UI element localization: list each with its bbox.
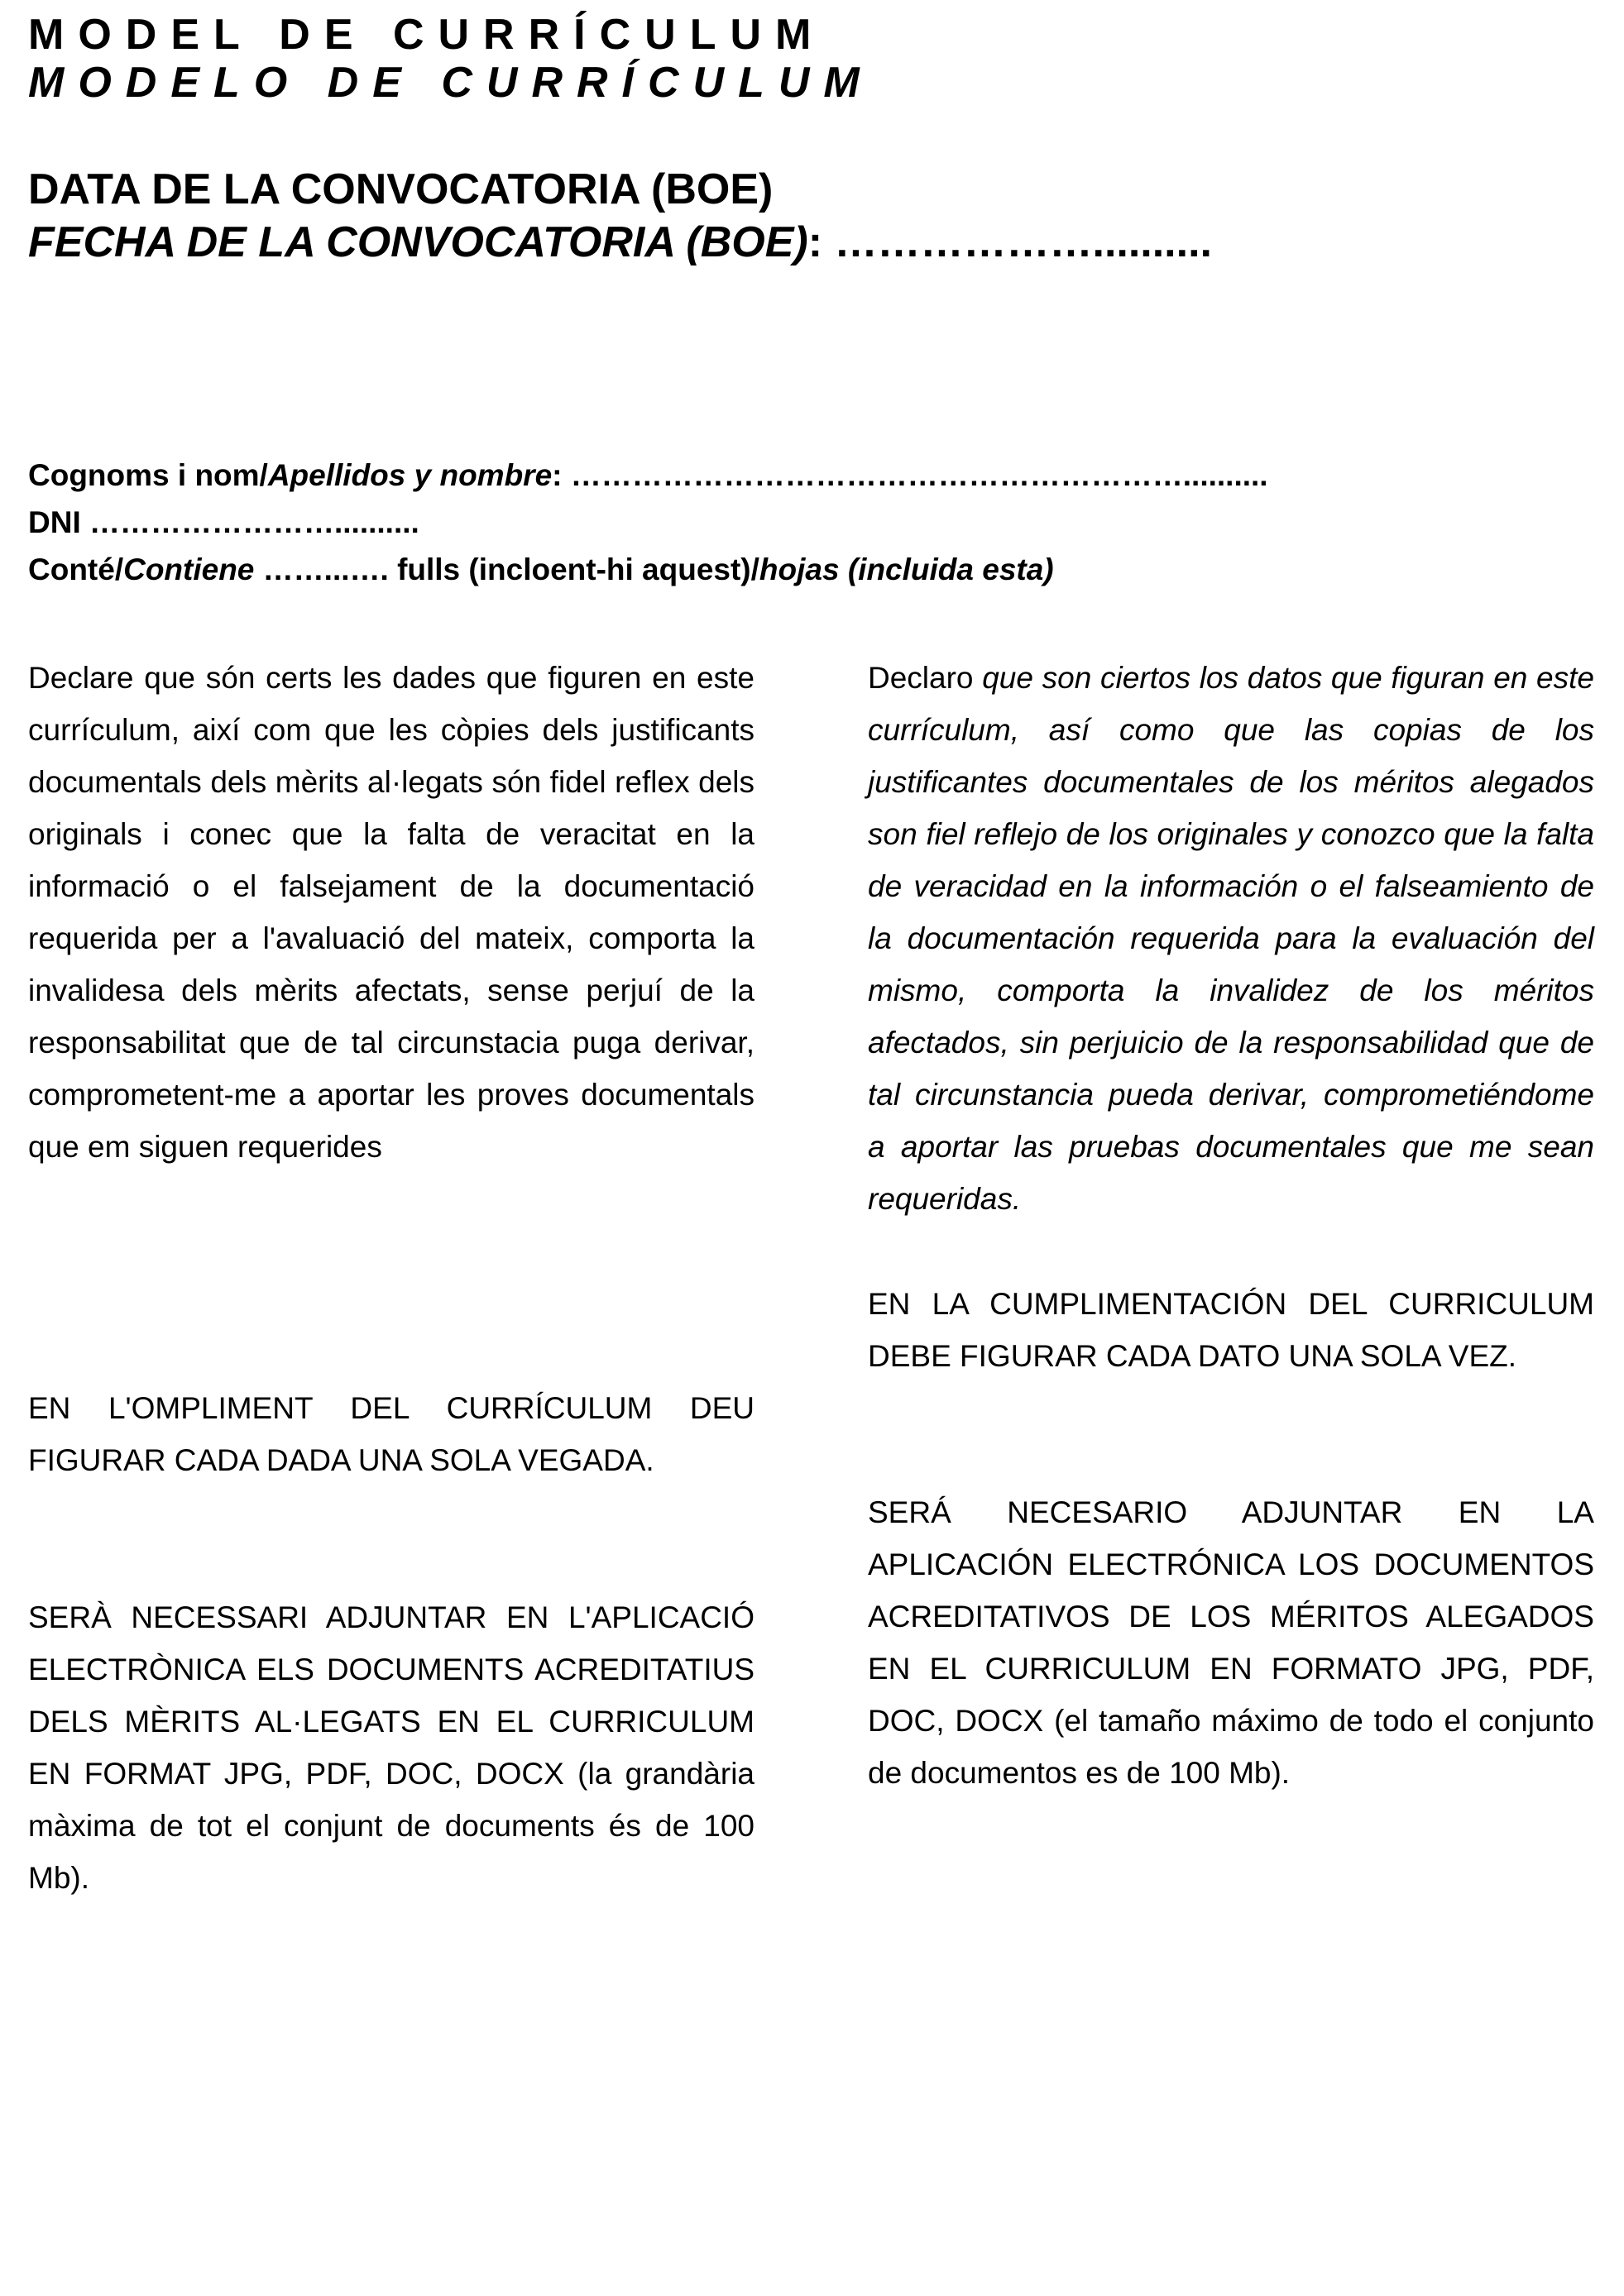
- pages-included-spanish: hojas (incluida esta): [759, 552, 1054, 586]
- convocatoria-date-blank: : ………………..........: [807, 218, 1212, 266]
- notice-once-spanish: EN LA CUMPLIMENTACIÓN DEL CURRICULUM DEBE FIGURAR CADA DATO UNA SOLA VEZ.: [868, 1287, 1594, 1373]
- title-catalan: MODEL DE CURRÍCULUM: [28, 11, 826, 59]
- notice-attach-spanish: SERÁ NECESARIO ADJUNTAR EN LA APLICACIÓN ELECTRÓNICA LOS DOCUMENTOS ACREDITATIVOS DE LOS MÉRITOS ALEGADOS EN EL CURRICULUM EN FORMATO JPG, PDF, DOC, DOCX (el tamaño máximo de todo el conjunto de documentos es de 100 Mb).: [868, 1495, 1594, 1790]
- dni-field: DNI ……………………..........: [28, 505, 419, 539]
- notice-attach-catalan: SERÀ NECESSARI ADJUNTAR EN L'APLICACIÓ ELECTRÒNICA ELS DOCUMENTS ACREDITATIUS DELS MÈRITS AL·LEGATS EN EL CURRICULUM EN FORMAT JPG, PDF, DOC, DOCX (la grandària màxima de tot el conjunt de documents és de 100 Mb).: [28, 1600, 755, 1895]
- contains-label-catalan: Conté/: [28, 552, 124, 586]
- name-label-spanish: Apellidos y nombre: [267, 458, 553, 492]
- name-field: [28, 457, 1268, 494]
- pages-count-blank: ……...…. fulls (incloent-hi aquest)/: [254, 552, 759, 586]
- declaration-spanish-body: que son ciertos los datos que figuran en este currículum, así como que las copias de los justificantes documentales de los méritos alegados son fiel reflejo de los originales y conozco que la falta de veracidad en la información o el falseamiento de la documentación requerida para la evaluación del mismo, comporta la invalidez de los méritos afectados, sin perjuicio de la responsabilidad que de tal circunstancia pueda derivar, comprometiéndome a aportar las pruebas documentales que me sean requeridas.: [868, 661, 1594, 1216]
- pages-count-field: [28, 552, 1054, 588]
- name-blank: : ……………………………………………………..........: [552, 458, 1268, 492]
- title-spanish: MODELO DE CURRÍCULUM: [28, 59, 874, 107]
- convocatoria-label-catalan: DATA DE LA CONVOCATORIA (BOE): [28, 165, 774, 213]
- convocatoria-label-spanish: [28, 217, 1212, 268]
- name-label-catalan: Cognoms i nom/: [28, 458, 268, 492]
- notice-once-catalan: EN L'OMPLIMENT DEL CURRÍCULUM DEU FIGURAR CADA DADA UNA SOLA VEGADA.: [28, 1391, 755, 1477]
- declaration-catalan: Declare que són certs les dades que figuren en este currículum, així com que les còpies dels justificants documentals dels mèrits al·legats són fidel reflex dels originals i conec que la falta de veracitat en la informació o el falsejament de la documentació requerida per a l'avaluació del mateix, comporta la invalidesa dels mèrits afectats, sense perjuí de la responsabilitat que de tal circunstacia puga derivar, comprometent-me a aportar les proves documentals que em siguen requerides: [28, 661, 755, 1164]
- declaration-spanish: [868, 652, 1594, 1225]
- convocatoria-label-spanish-text: FECHA DE LA CONVOCATORIA (BOE): [28, 218, 808, 266]
- contains-label-spanish: Contiene: [123, 552, 255, 586]
- declaration-spanish-lead: Declaro: [868, 661, 974, 695]
